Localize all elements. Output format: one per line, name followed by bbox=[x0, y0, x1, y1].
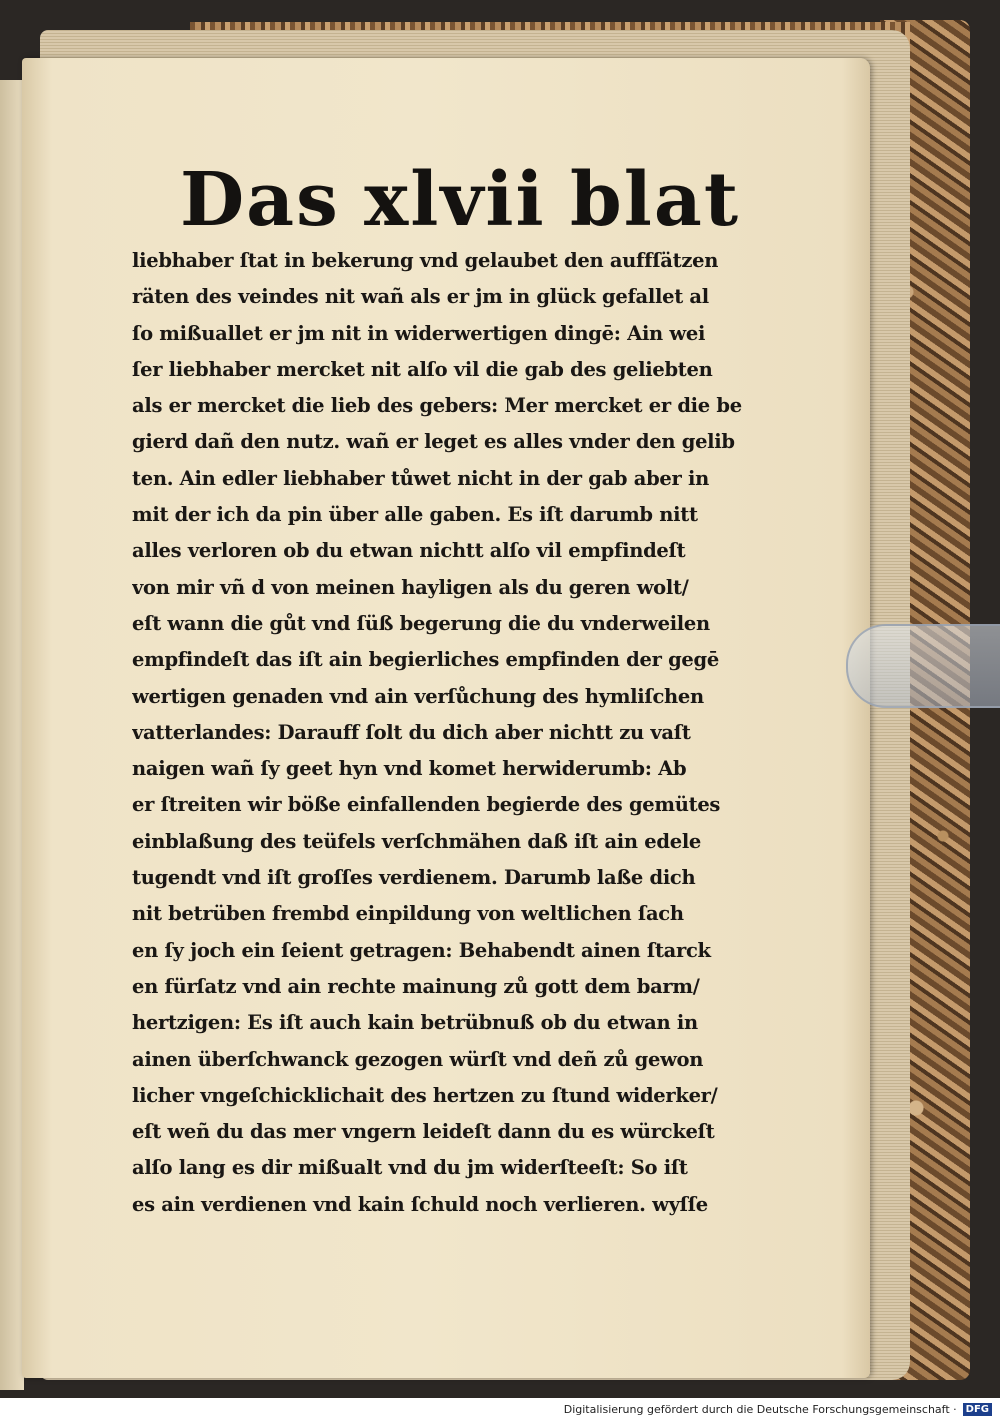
text-line: liebhaber ſtat in bekerung vnd gelaubet den auffſätzen bbox=[132, 249, 719, 272]
text-line: ten. Ain edler liebhaber tůwet nicht in der gab aber in bbox=[132, 466, 709, 490]
footer-credit-text: Digitalisierung gefördert durch die Deutsche Forschungsgemeinschaft · bbox=[563, 1402, 957, 1416]
text-line: licher vngeſchicklichait des hertzen zu ſtund widerker/ bbox=[132, 1083, 718, 1107]
text-line: eſt wann die gůt vnd ſüß begerung die du vnderweilen bbox=[132, 611, 710, 635]
text-line: nit betrüben frembd einpildung von weltlichen ſach bbox=[132, 902, 684, 926]
text-line: vatterlandes: Darauff ſolt du dich aber nichtt zu vaſt bbox=[132, 720, 691, 744]
text-line: en fürſatz vnd ain rechte mainung zů gott dem barm/ bbox=[132, 974, 700, 998]
text-line: er ſtreiten wir böße einfallenden begierde des gemütes bbox=[132, 793, 721, 817]
text-line: als er mercket die lieb des gebers: Mer mercket er die be bbox=[132, 394, 742, 418]
text-line: mit der ich da pin über alle gaben. Es iſt darumb nitt bbox=[132, 503, 698, 527]
text-line: wertigen genaden vnd ain verſůchung des hymliſchen bbox=[132, 684, 704, 708]
text-line: gierd dañ den nutz. wañ er leget es alles vnder den gelib bbox=[132, 430, 735, 454]
header-blat: blat bbox=[570, 157, 740, 243]
text-line: von mir vñ d von meinen hayligen als du geren wolt/ bbox=[132, 575, 689, 599]
text-line: alles verloren ob du etwan nichtt alſo vil empfindeſt bbox=[132, 539, 686, 563]
header-das: Das bbox=[180, 157, 340, 243]
text-line: eſt weñ du das mer vngern leideſt dann du es würckeſt bbox=[132, 1120, 715, 1144]
text-line: tugendt vnd iſt groſſes verdienem. Darumb laße dich bbox=[132, 866, 696, 890]
text-line: en ſy joch ein ſeient getragen: Behabendt ainen ſtarck bbox=[132, 938, 711, 962]
text-line: hertzigen: Es iſt auch kain betrübnuß ob du etwan in bbox=[132, 1011, 698, 1035]
text-line: einblaßung des teüfels verſchmähen daß iſt ain edele bbox=[132, 829, 702, 853]
header-folio-number: xlvii bbox=[364, 157, 546, 243]
dfg-logo: DFG bbox=[963, 1403, 992, 1416]
text-line: räten des veindes nit wañ als er jm in glück gefallet al bbox=[132, 285, 709, 309]
text-line: ſo mißuallet er jm nit in widerwertigen dingē: Ain wei bbox=[132, 321, 706, 345]
page-header bbox=[180, 155, 740, 245]
body-text bbox=[132, 243, 787, 1223]
text-line: ſer liebhaber mercket nit alſo vil die gab des geliebten bbox=[132, 357, 713, 381]
text-line: naigen wañ ſy geet hyn vnd komet herwiderumb: Ab bbox=[132, 757, 687, 781]
facing-page-edge bbox=[0, 80, 24, 1390]
text-line: empfindeſt das iſt ain begierliches empfinden der gegē bbox=[132, 648, 719, 672]
text-line: es ain verdienen vnd kain ſchuld noch verlieren. wyſſe bbox=[132, 1192, 708, 1216]
page-holder-clip bbox=[846, 624, 1000, 708]
text-line: ainen überſchwanck gezogen würſt vnd deñ zů gewon bbox=[132, 1047, 704, 1071]
footer-credit bbox=[564, 1399, 992, 1419]
text-line: alſo lang es dir mißualt vnd du jm widerſteeſt: So iſt bbox=[132, 1156, 688, 1180]
